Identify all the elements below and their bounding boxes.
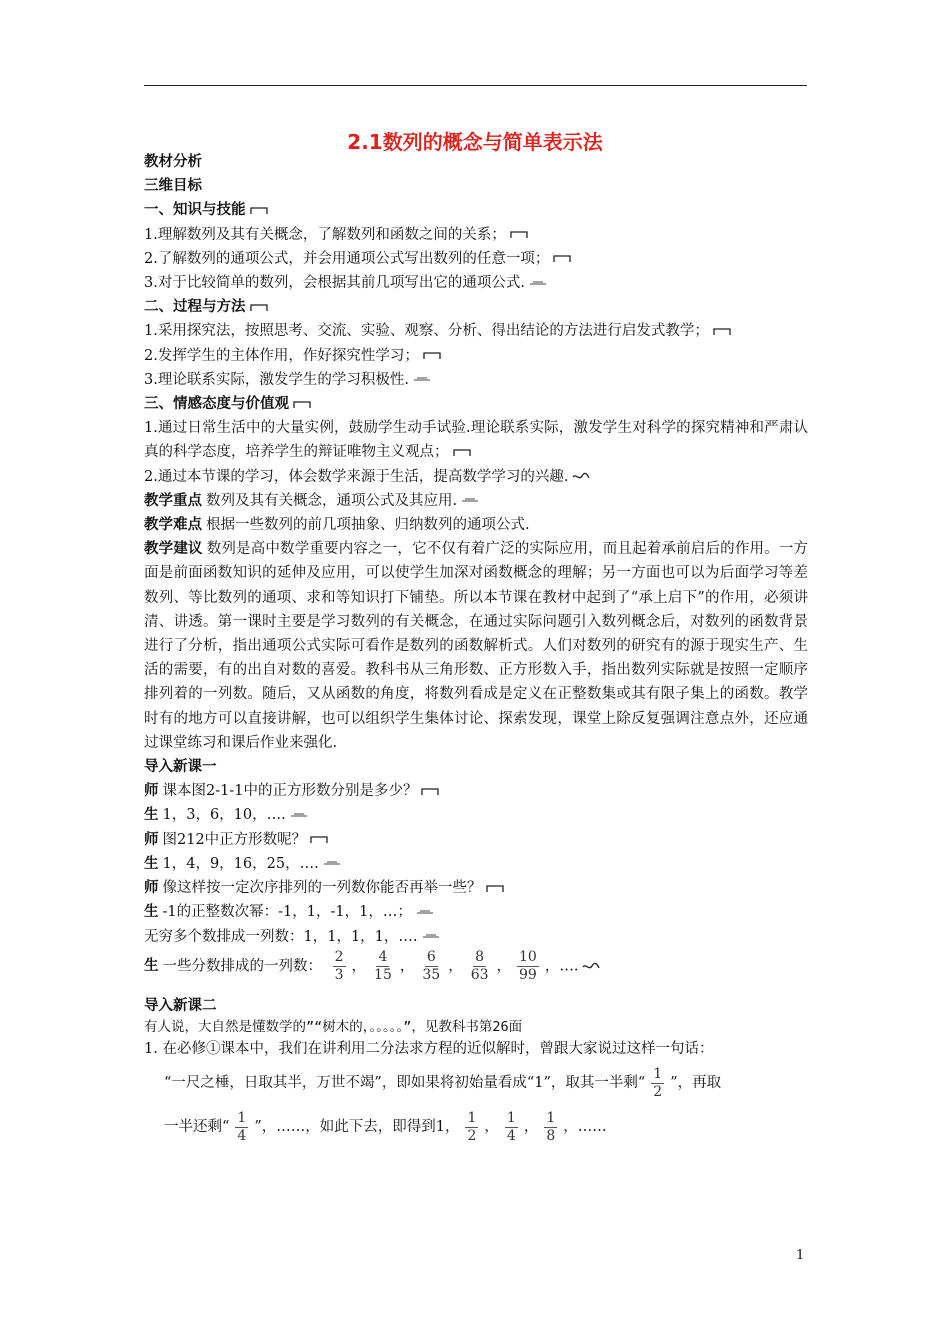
advice-text: 数列是高中数学重要内容之一，它不仅有着广泛的实际应用，而且起着承前启后的作用。一方面是前面函数知识的延伸及应用，可以使学生加深对函数概念的理解；另一方面也可以为后面学习等差数列、等比数列的通项、求和等知识打下铺垫。所以本节课在教材中起到了“承上启下”的作用，必须讲清、讲透。第一课时主要是学习数列的有关概念，在通过实际问题引入数列概念后，对数列的函数背景进行了分析，指出通项公式实际可看作是数列的函数解析式。人们对数列的研究有的源于现实生产、生活的需要，有的出自对数的喜爱。教科书从三角形数、正方形数入手，指出数列实际就是按照一定顺序排列着的一列数。随后，又从函数的角度，将数列看成是定义在正整数集或其有限子集上的函数。教学时有的地方可以直接讲解，也可以组织学生集体讨论、探索发现，课堂上除反复强调注意点外，还应通过课堂练习和课后作业来强化. [144,541,809,751]
edit-mark-icon [310,835,328,844]
dash-mark-icon [416,908,434,917]
dialogue-line [144,852,808,876]
knowledge-item-3 [144,271,808,295]
quote-text-b: ”，再取 [670,1075,722,1092]
speaker-label: 生 [144,904,159,921]
fraction [420,949,442,984]
emotion-item-1 [144,416,808,464]
knowledge-item-1-text: 1.理解数列及其有关概念，了解数列和函数之间的关系； [144,226,506,243]
fraction-denominator: 63 [470,966,489,983]
edit-mark-icon [713,327,731,336]
fraction [544,1110,557,1145]
fraction-numerator: 4 [378,948,388,965]
speaker-label: 师 [144,880,159,897]
dialogue-text: 课本图2-1-1中的正方形数分别是多少？ [162,783,418,800]
speaker-label: 生 [144,958,159,975]
process-item-3-text: 3.理论联系实际，激发学生的学习积极性. [144,371,409,388]
fraction-denominator: 8 [546,1127,556,1144]
edit-mark-icon [553,254,571,263]
dialogue-text: 1，4，9，16，25，…. [162,855,319,872]
dialogue-text: -1的正整数次幂：-1，1，-1，1，…； [162,904,412,921]
dialogue-line [144,900,808,924]
edit-mark-icon [423,351,441,360]
fraction-numerator: 2 [334,948,344,965]
fraction [505,1110,518,1145]
intro2-sequence-line: 一半还剩“ $\frac{1}{4}$ ”，……，如此下去，即得到1， $\frac{1}{2}$ ， $\frac{1}{4}$ ， $\frac{1}{8}$ ，…… [164,1109,607,1144]
document-body [144,150,808,1149]
fraction-denominator: 15 [374,966,392,983]
dialogue-text: 1，3，6，10，…. [162,807,286,824]
dialogue-text: 像这样按一定次序排列的一列数你能否再举一些？ [162,880,482,897]
dash-mark-icon [323,859,341,868]
scribble-mark-icon [572,472,590,481]
fraction [517,949,539,984]
focus-line [144,489,808,513]
fraction-tail: ，…. [544,958,579,975]
quote-text-a: “一尺之棰，日取其半，万世不竭”，即如果将初始量看成“1”，取其一半剩“ [164,1075,646,1092]
edit-mark-icon [421,787,439,796]
process-item-1 [144,319,808,343]
scribble-mark-icon [582,962,600,971]
fraction-denominator: 2 [467,1127,477,1144]
fraction-numerator: 1 [506,1109,516,1126]
edit-mark-icon [250,206,268,215]
edit-mark-icon [510,230,528,239]
emotion-item-2 [144,465,808,489]
dialogue-extra [144,925,808,949]
heading-emotion [144,392,808,416]
fraction-denominator: 3 [334,966,344,983]
heading-emotion-text: 三、情感态度与价值观 [144,396,289,413]
advice-label: 教学建议 [144,541,203,558]
edit-mark-icon [486,884,504,893]
dash-mark-icon [290,811,308,820]
fraction-denominator: 4 [237,1127,247,1144]
heading-process-text: 二、过程与方法 [144,299,246,316]
heading-knowledge-text: 一、知识与技能 [144,202,246,219]
difficulty-line [144,513,808,537]
dialogue-line [144,876,808,900]
difficulty-label: 教学难点 [144,517,202,534]
fraction-denominator: 4 [506,1127,516,1144]
fraction [651,1066,664,1101]
speaker-label: 生 [144,807,159,824]
dialogue-line [144,803,808,827]
dialogue-line [144,779,808,803]
fraction [465,1110,478,1145]
fraction [333,949,346,984]
heading-analysis: 教材分析 [144,154,202,170]
edit-mark-icon [250,303,268,312]
emotion-item-1-text: 1.通过日常生活中的大量实例，鼓励学生动手试验.理论联系实际，激发学生对科学的探究精神和严肃认真的科学态度，培养学生的辩证唯物主义观点； [144,420,808,461]
heading-process [144,295,808,319]
knowledge-item-1 [144,223,808,247]
fraction-denominator: 2 [653,1083,663,1100]
dash-mark-icon [422,932,440,941]
advice-paragraph [144,537,808,755]
fraction-denominator: 35 [422,966,441,983]
focus-label: 教学重点 [144,492,202,509]
fraction-numerator: 10 [519,948,537,965]
heading-goals: 三维目标 [144,178,202,195]
header-rule [144,85,807,86]
fraction-numerator: 8 [475,948,485,965]
dialogue-extra-text: 无穷多个数排成一列数：1，1，1，1，…. [144,928,418,945]
process-item-1-text: 1.采用探究法，按照思考、交流、实验、观察、分析、得出结论的方法进行启发式教学； [144,323,709,340]
dash-mark-icon [461,496,479,505]
fraction [235,1110,248,1145]
edit-mark-icon [293,400,311,409]
sequence-text-b: ”，……，如此下去，即得到1， [254,1119,460,1136]
process-item-2-text: 2.发挥学生的主体作用，作好探究性学习； [144,347,419,364]
intro2-quote-line [144,1061,808,1105]
fraction-sequence-line: 生 一些分数排成的一列数： $\frac{2}{3}$ ， $\frac{4}{15}$ ， $\frac{6}{35}$ ， $\frac{8}{63}$ ， $\frac{10}{99}$ ，…. [144,949,808,984]
fraction [469,949,491,984]
dialogue-text: 图212中正方形数呢？ [162,831,307,848]
speaker-label: 师 [144,783,159,800]
fraction-numerator: 1 [467,1109,477,1126]
fraction [372,949,394,984]
fraction-numerator: 1 [237,1109,247,1126]
emotion-item-2-text: 2.通过本节课的学习，体会数学来源于生活，提高数学学习的兴趣. [144,468,569,485]
focus-text: 数列及其有关概念，通项公式及其应用. [206,492,458,509]
difficulty-text: 根据一些数列的前几项抽象、归纳数列的通项公式. [206,517,530,534]
dash-mark-icon [413,375,431,384]
sequence-tail: …… [577,1119,607,1136]
sequence-text-a: 一半还剩“ [164,1119,230,1136]
heading-intro-1: 导入新课一 [144,759,217,776]
page-title: 2.1数列的概念与简单表示法 [347,130,603,154]
edit-mark-icon [453,448,471,457]
process-item-2 [144,344,808,368]
speaker-label: 生 [144,855,159,872]
fraction-numerator: 1 [546,1109,556,1126]
intro2-mono-line: 有人说，大自然是懂数学的”“树木的，。。。。。”，见教科书第26面 [144,1018,523,1035]
dash-mark-icon [529,279,547,288]
page-number: 1 [796,1248,805,1263]
dialogue-line [144,828,808,852]
fraction-numerator: 1 [653,1065,663,1082]
knowledge-item-2-text: 2.了解数列的通项公式，并会用通项公式写出数列的任意一项； [144,250,550,267]
process-item-3 [144,368,808,392]
knowledge-item-2 [144,247,808,271]
fraction-numerator: 6 [426,948,436,965]
speaker-label: 师 [144,831,159,848]
heading-intro-2: 导入新课二 [144,997,217,1014]
knowledge-item-3-text: 3.对于比较简单的数列，会根据其前几项写出它的通项公式. [144,275,525,292]
fraction-denominator: 99 [519,966,537,983]
intro2-item-1: 1. 在必修①课本中，我们在讲利用二分法求方程的近似解时，曾跟大家说过这样一句话： [144,1040,714,1057]
dialogue-text: 一些分数排成的一列数： [162,958,322,975]
heading-knowledge [144,198,808,222]
